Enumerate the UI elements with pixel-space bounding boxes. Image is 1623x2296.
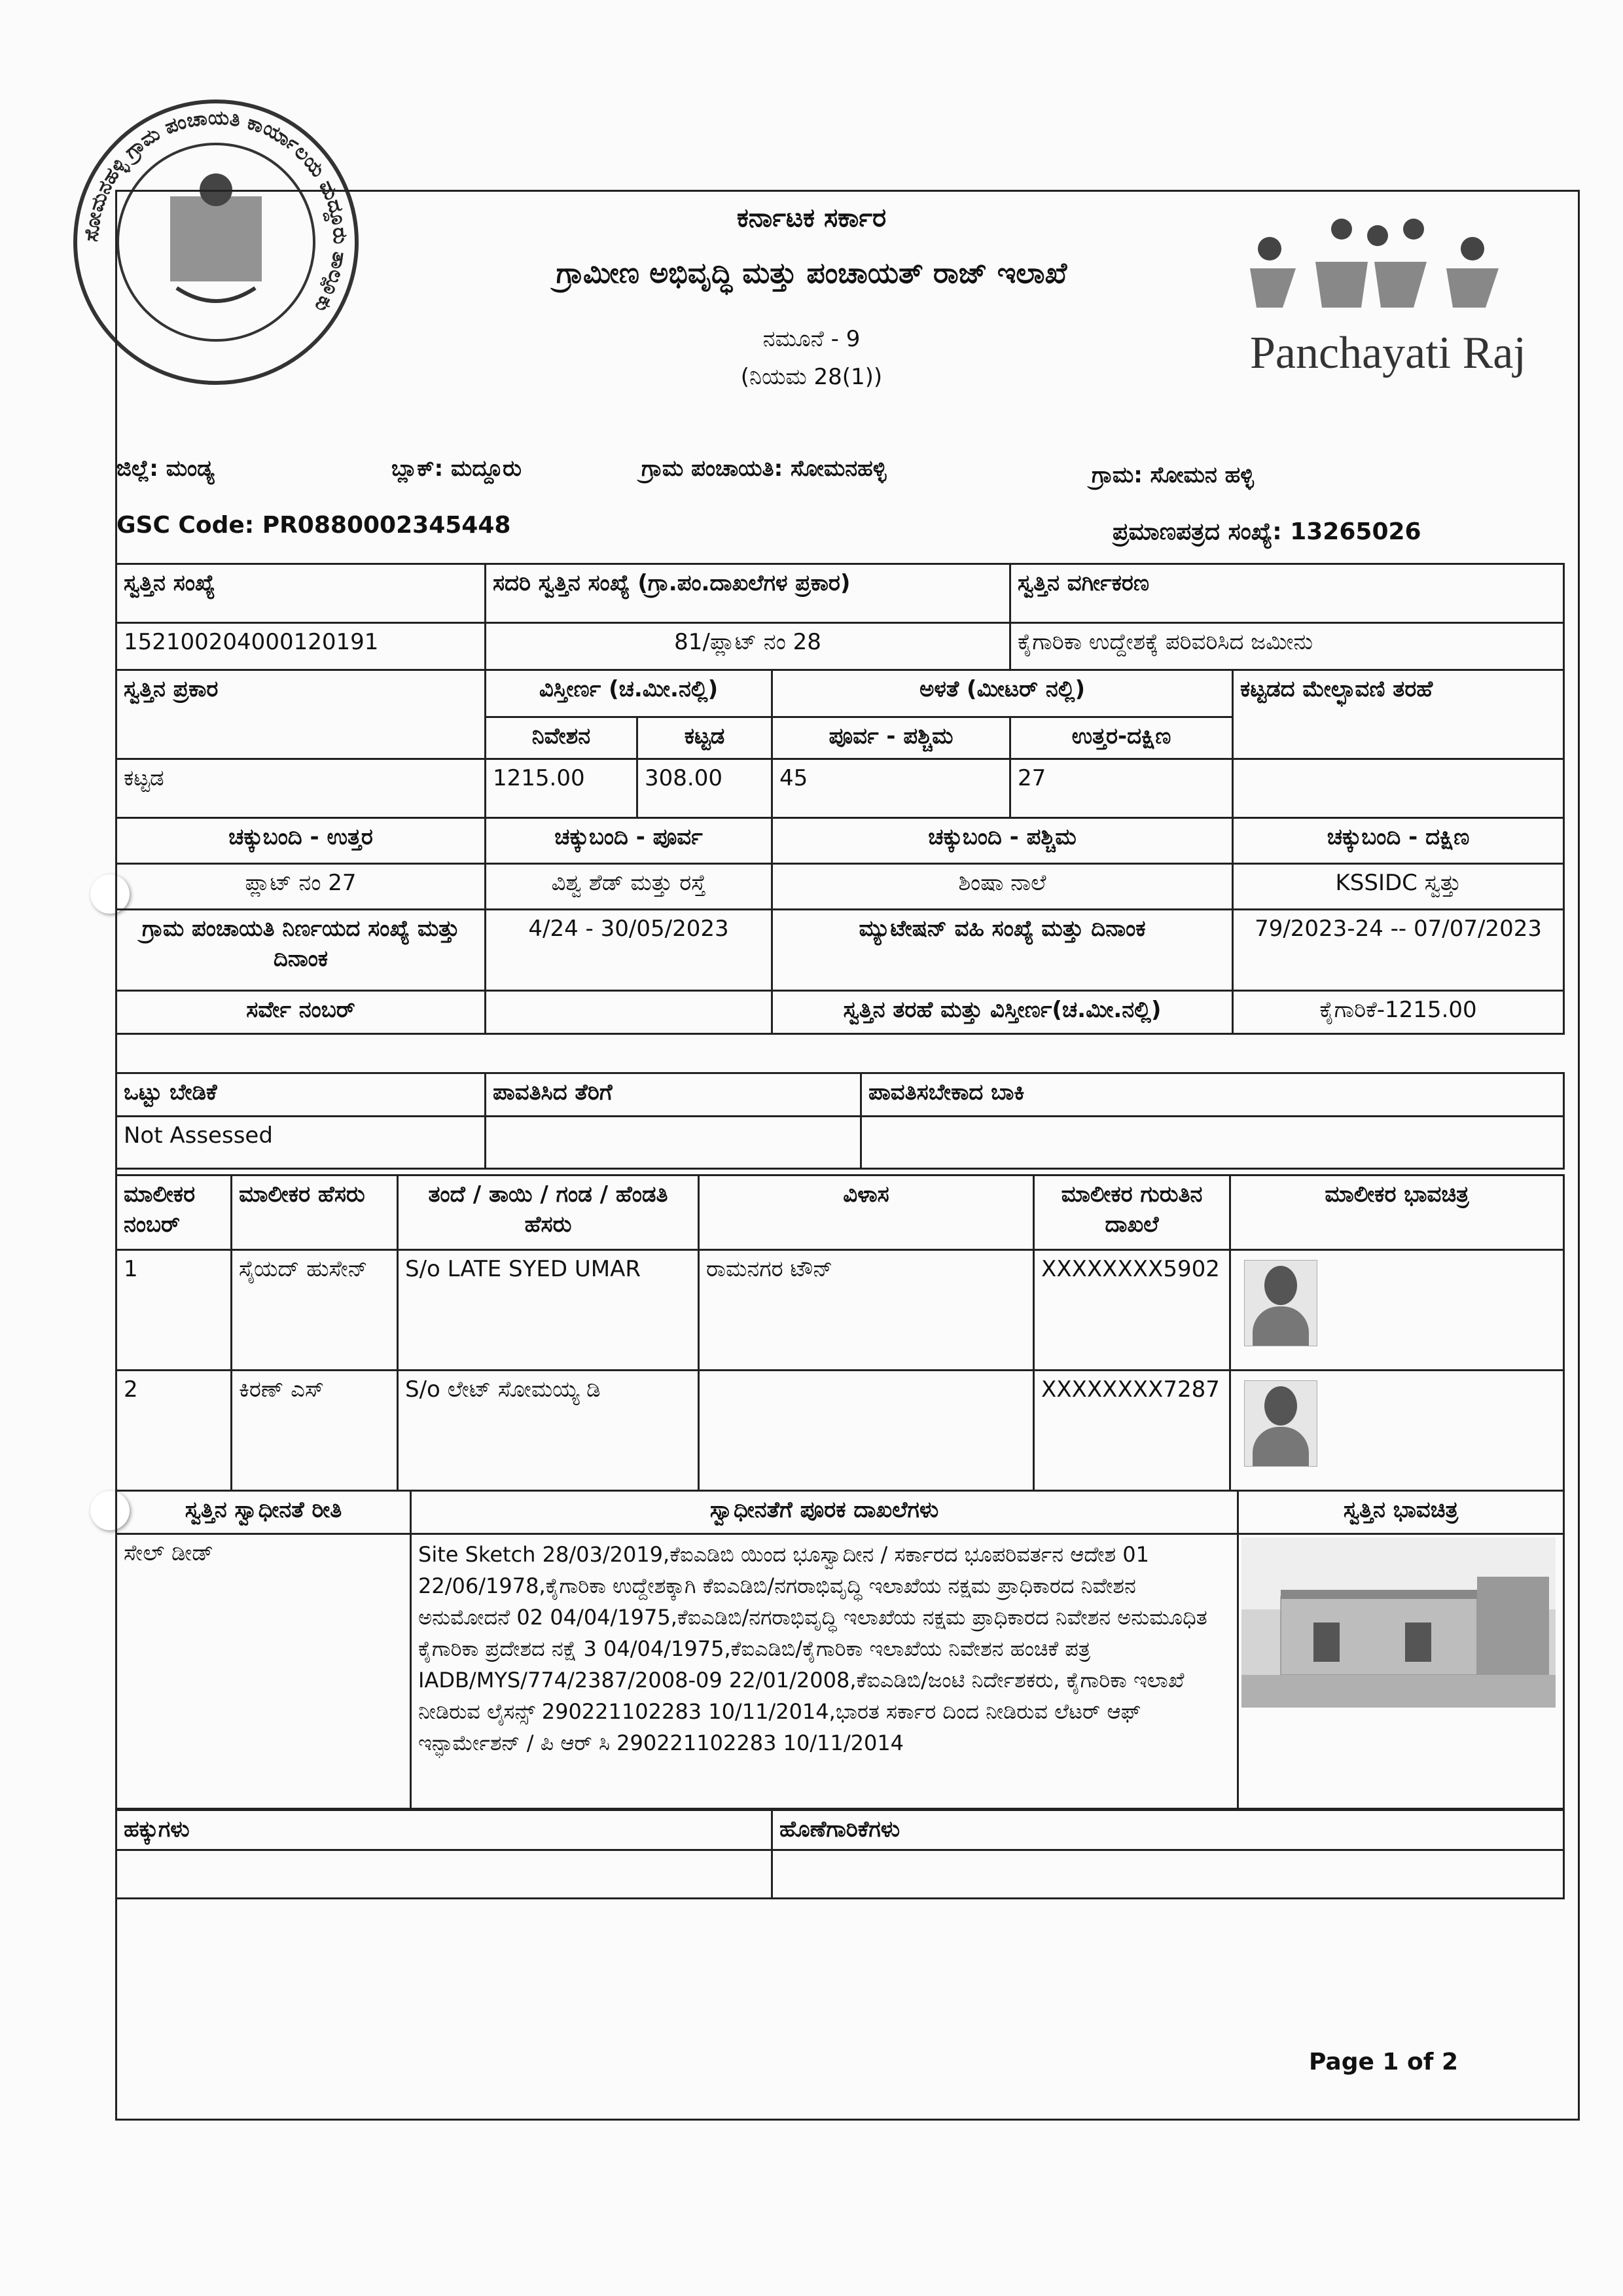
h-kind-area: ಸ್ವತ್ತಿನ ತರಹೆ ಮತ್ತು ವಿಸ್ತೀರ್ಣ(ಚ.ಮೀ.ನಲ್ಲಿ)	[772, 991, 1233, 1034]
owner-id: XXXXXXXX5902	[1034, 1250, 1230, 1371]
h-ownership-mode: ಸ್ವತ್ತಿನ ಸ್ವಾಧೀನತೆ ರೀತಿ	[116, 1491, 411, 1534]
seal-text: ಸೋಮನಹಳ್ಳಿ ಗ್ರಾಮ ಪಂಚಾಯತಿ ಕಾರ್ಯಾಲಯ ಮದ್ದೂರು ತಾಲ್ಲೂಕು	[79, 106, 352, 317]
owner-photo	[1244, 1380, 1317, 1467]
h-tax-paid: ಪಾವತಿಸಿದ ತೆರಿಗೆ	[486, 1073, 861, 1117]
total-demand: Not Assessed	[116, 1117, 486, 1169]
h-balance-due: ಪಾವತಿಸಬೇಕಾದ ಬಾಕಿ	[861, 1073, 1564, 1117]
h-property-number: ಸ್ವತ್ತಿನ ಸಂಖ್ಯೆ	[116, 564, 486, 623]
property-photo	[1241, 1537, 1556, 1708]
certificate-number: ಪ್ರಮಾಣಪತ್ರದ ಸಂಖ್ಯೆ: 13265026	[1113, 518, 1421, 545]
owner-relation: S/o LATE SYED UMAR	[398, 1250, 699, 1371]
owner-photo-cell	[1230, 1371, 1564, 1491]
h-gp-property-number: ಸದರಿ ಸ್ವತ್ತಿನ ಸಂಖ್ಯೆ (ಗ್ರಾ.ಪಂ.ದಾಖಲೆಗಳ ಪ್ರಕಾರ)	[486, 564, 1010, 623]
h-boundary-north: ಚಕ್ಕುಬಂದಿ - ಉತ್ತರ	[116, 818, 486, 864]
h-relation: ತಂದೆ / ತಾಯಿ / ಗಂಡ / ಹೆಂಡತಿ ಹೆಸರು	[398, 1175, 699, 1250]
h-area: ವಿಸ್ತೀರ್ಣ (ಚ.ಮೀ.ನಲ್ಲಿ)	[486, 670, 772, 717]
building-area: 308.00	[637, 759, 772, 818]
h-classification: ಸ್ವತ್ತಿನ ವರ್ಗೀಕರಣ	[1010, 564, 1564, 623]
site-area: 1215.00	[486, 759, 637, 818]
form-number: ನಮೂನೆ - 9	[762, 326, 861, 352]
h-mutation: ಮ್ಯುಟೇಷನ್ ವಹಿ ಸಂಖ್ಯೆ ಮತ್ತು ದಿನಾಂಕ	[772, 910, 1233, 991]
owner-number: 2	[116, 1371, 232, 1491]
h-dimensions: ಅಳತೆ (ಮೀಟರ್ ನಲ್ಲಿ)	[772, 670, 1233, 717]
supporting-documents: Site Sketch 28/03/2019,ಕೆಐಎಡಿಬಿ ಯಿಂದ ಭೂಸ್ವಾದೀನ / ಸರ್ಕಾರದ ಭೂಪರಿವರ್ತನ ಆದೇಶ 01 22/06/1978,ಕೈಗಾರಿಕಾ ಉದ್ದೇಶಕ್ಕಾಗಿ ಕೆಐಎಡಿಬಿ/ನಗರಾಭಿವೃದ್ಧಿ ಇಲಾಖೆಯ ನಕ್ಷಮ ಪ್ರಾಧಿಕಾರದ ನಿವೇಶನ ಅನುಮೋದನೆ 02 04/04/1975,ಕೆಐಎಡಿಬಿ/ನಗರಾಭಿವೃದ್ಧಿ ಇಲಾಖೆಯ ನಕ್ಷಮ ಪ್ರಾಧಿಕಾರದ ನಿವೇಶನ ಅನುಮೂಧಿತ ಕೈಗಾರಿಕಾ ಪ್ರದೇಶದ ನಕ್ಷೆ 3 04/04/1975,ಕೆಐಎಡಿಬಿ/ಕೈಗಾರಿಕಾ ಇಲಾಖೆಯ ನಿವೇಶನ ಹಂಚಿಕೆ ಪತ್ರ IADB/MYS/774/2387/2008-09 22/01/2008,ಕೆಐಎಡಿಬಿ/ಜಂಟಿ ನಿರ್ದೇಶಕರು, ಕೈಗಾರಿಕಾ ಇಲಾಖೆ ನೀಡಿರುವ ಲೈಸನ್ಸ್ 290221102283 10/11/2014,ಭಾರತ ಸರ್ಕಾರ ದಿಂದ ನೀಡಿರುವ ಲೆಟರ್ ಆಫ್ ಇನ್ಫಾರ್ಮೇಶನ್ / ಪಿ ಆರ್ ಸಿ 290221102283 10/11/2014	[411, 1534, 1238, 1809]
property-number: 152100204000120191	[116, 623, 486, 670]
owner-photo-cell	[1230, 1250, 1564, 1371]
h-survey-number: ಸರ್ವೇ ನಂಬರ್	[116, 991, 486, 1034]
h-site: ನಿವೇಶನ	[486, 717, 637, 759]
balance-due	[861, 1117, 1564, 1169]
rights-table	[115, 1809, 1565, 1899]
owner-relation: S/o ಲೇಟ್ ಸೋಮಯ್ಯ ಡಿ	[398, 1371, 699, 1491]
owner-number: 1	[116, 1250, 232, 1371]
ownership-mode: ಸೇಲ್ ಡೀಡ್	[116, 1534, 411, 1809]
h-owner-number: ಮಾಲೀಕರ ನಂಬರ್	[116, 1175, 232, 1250]
property-photo-cell	[1238, 1534, 1564, 1809]
classification: ಕೈಗಾರಿಕಾ ಉದ್ದೇಶಕ್ಕೆ ಪರಿವರಿಸಿದ ಜಮೀನು	[1010, 623, 1564, 670]
rule-number: (ನಿಯಮ 28(1))	[740, 364, 883, 390]
mutation: 79/2023-24 -- 07/07/2023	[1233, 910, 1564, 991]
boundary-west: ಶಿಂಷಾ ನಾಲೆ	[772, 864, 1233, 910]
h-property-photo: ಸ್ವತ್ತಿನ ಭಾವಚಿತ್ರ	[1238, 1491, 1564, 1534]
kind-area: ಕೈಗಾರಿಕೆ-1215.00	[1233, 991, 1564, 1034]
boundary-north: ಪ್ಲಾಟ್ ನಂ 27	[116, 864, 486, 910]
village: ಗ್ರಾಮ: ಸೋಮನ ಹಳ್ಳಿ	[1092, 462, 1254, 488]
h-north-south: ಉತ್ತರ-ದಕ್ಷಿಣ	[1010, 717, 1233, 759]
roof-type	[1233, 759, 1564, 818]
h-total-demand: ಒಟ್ಟು ಬೇಡಿಕೆ	[116, 1073, 486, 1117]
boundary-south: KSSIDC ಸ್ವತ್ತು	[1233, 864, 1564, 910]
property-details-table	[115, 563, 1565, 1035]
gov-title: ಕರ್ನಾಟಕ ಸರ್ಕಾರ	[736, 203, 887, 233]
h-owner-photo: ಮಾಲೀಕರ ಭಾವಚಿತ್ರ	[1230, 1175, 1564, 1250]
resolution: 4/24 - 30/05/2023	[486, 910, 772, 991]
survey-number	[486, 991, 772, 1034]
liabilities	[772, 1850, 1564, 1898]
district: ಜಿಲ್ಲೆ: ಮಂಡ್ಯ	[116, 456, 215, 482]
h-rights: ಹಕ್ಕುಗಳು	[116, 1810, 772, 1850]
owner-address	[699, 1371, 1034, 1491]
gram-panchayat: ಗ್ರಾಮ ಪಂಚಾಯತಿ: ಸೋಮನಹಳ್ಳಿ	[641, 456, 887, 482]
boundary-east: ವಿಶ್ವ ಶೆಡ್ ಮತ್ತು ರಸ್ತೆ	[486, 864, 772, 910]
table-row	[116, 1250, 1564, 1371]
h-roof-type: ಕಟ್ಟಡದ ಮೇಲ್ಛಾವಣಿ ತರಹೆ	[1233, 670, 1564, 759]
owner-address: ರಾಮನಗರ ಟೌನ್	[699, 1250, 1034, 1371]
block: ಬ್ಲಾಕ್: ಮದ್ದೂರು	[391, 456, 522, 482]
owner-id: XXXXXXXX7287	[1034, 1371, 1230, 1491]
h-address: ವಿಳಾಸ	[699, 1175, 1034, 1250]
owners-table	[115, 1174, 1565, 1492]
h-boundary-east: ಚಕ್ಕುಬಂದಿ - ಪೂರ್ವ	[486, 818, 772, 864]
h-east-west: ಪೂರ್ವ - ಪಶ್ಚಿಮ	[772, 717, 1010, 759]
logo-text: Panchayati Raj	[1250, 328, 1526, 378]
ownership-table	[115, 1490, 1565, 1810]
h-boundary-south: ಚಕ್ಕುಬಂದಿ - ದಕ್ಷಿಣ	[1233, 818, 1564, 864]
h-supporting-documents: ಸ್ವಾಧೀನತೆಗೆ ಪೂರಕ ದಾಖಲೆಗಳು	[411, 1491, 1238, 1534]
h-identity-document: ಮಾಲೀಕರ ಗುರುತಿನ ದಾಖಲೆ	[1034, 1175, 1230, 1250]
h-property-type: ಸ್ವತ್ತಿನ ಪ್ರಕಾರ	[116, 670, 486, 759]
owner-photo	[1244, 1260, 1317, 1346]
h-liabilities: ಹೊಣೆಗಾರಿಕೆಗಳು	[772, 1810, 1564, 1850]
h-boundary-west: ಚಕ್ಕುಬಂದಿ - ಪಶ್ಚಿಮ	[772, 818, 1233, 864]
table-row	[116, 1371, 1564, 1491]
h-owner-name: ಮಾಲೀಕರ ಹೆಸರು	[232, 1175, 398, 1250]
tax-table	[115, 1072, 1565, 1170]
rights	[116, 1850, 772, 1898]
owner-name: ಸೈಯದ್ ಹುಸೇನ್	[232, 1250, 398, 1371]
gp-property-number: 81/ಪ್ಲಾಟ್ ನಂ 28	[486, 623, 1010, 670]
page-number: Page 1 of 2	[1309, 2049, 1458, 2075]
east-west: 45	[772, 759, 1010, 818]
gsc-code: GSC Code: PR0880002345448	[116, 512, 511, 539]
department-title: ಗ್ರಾಮೀಣ ಅಭಿವೃದ್ಧಿ ಮತ್ತು ಪಂಚಾಯತ್ ರಾಜ್ ಇಲಾಖೆ	[556, 257, 1067, 290]
tax-paid	[486, 1117, 861, 1169]
h-resolution: ಗ್ರಾಮ ಪಂಚಾಯತಿ ನಿರ್ಣಯದ ಸಂಖ್ಯೆ ಮತ್ತು ದಿನಾಂಕ	[116, 910, 486, 991]
owner-name: ಕಿರಣ್ ಎಸ್	[232, 1371, 398, 1491]
property-type: ಕಟ್ಟಡ	[116, 759, 486, 818]
h-building: ಕಟ್ಟಡ	[637, 717, 772, 759]
north-south: 27	[1010, 759, 1233, 818]
